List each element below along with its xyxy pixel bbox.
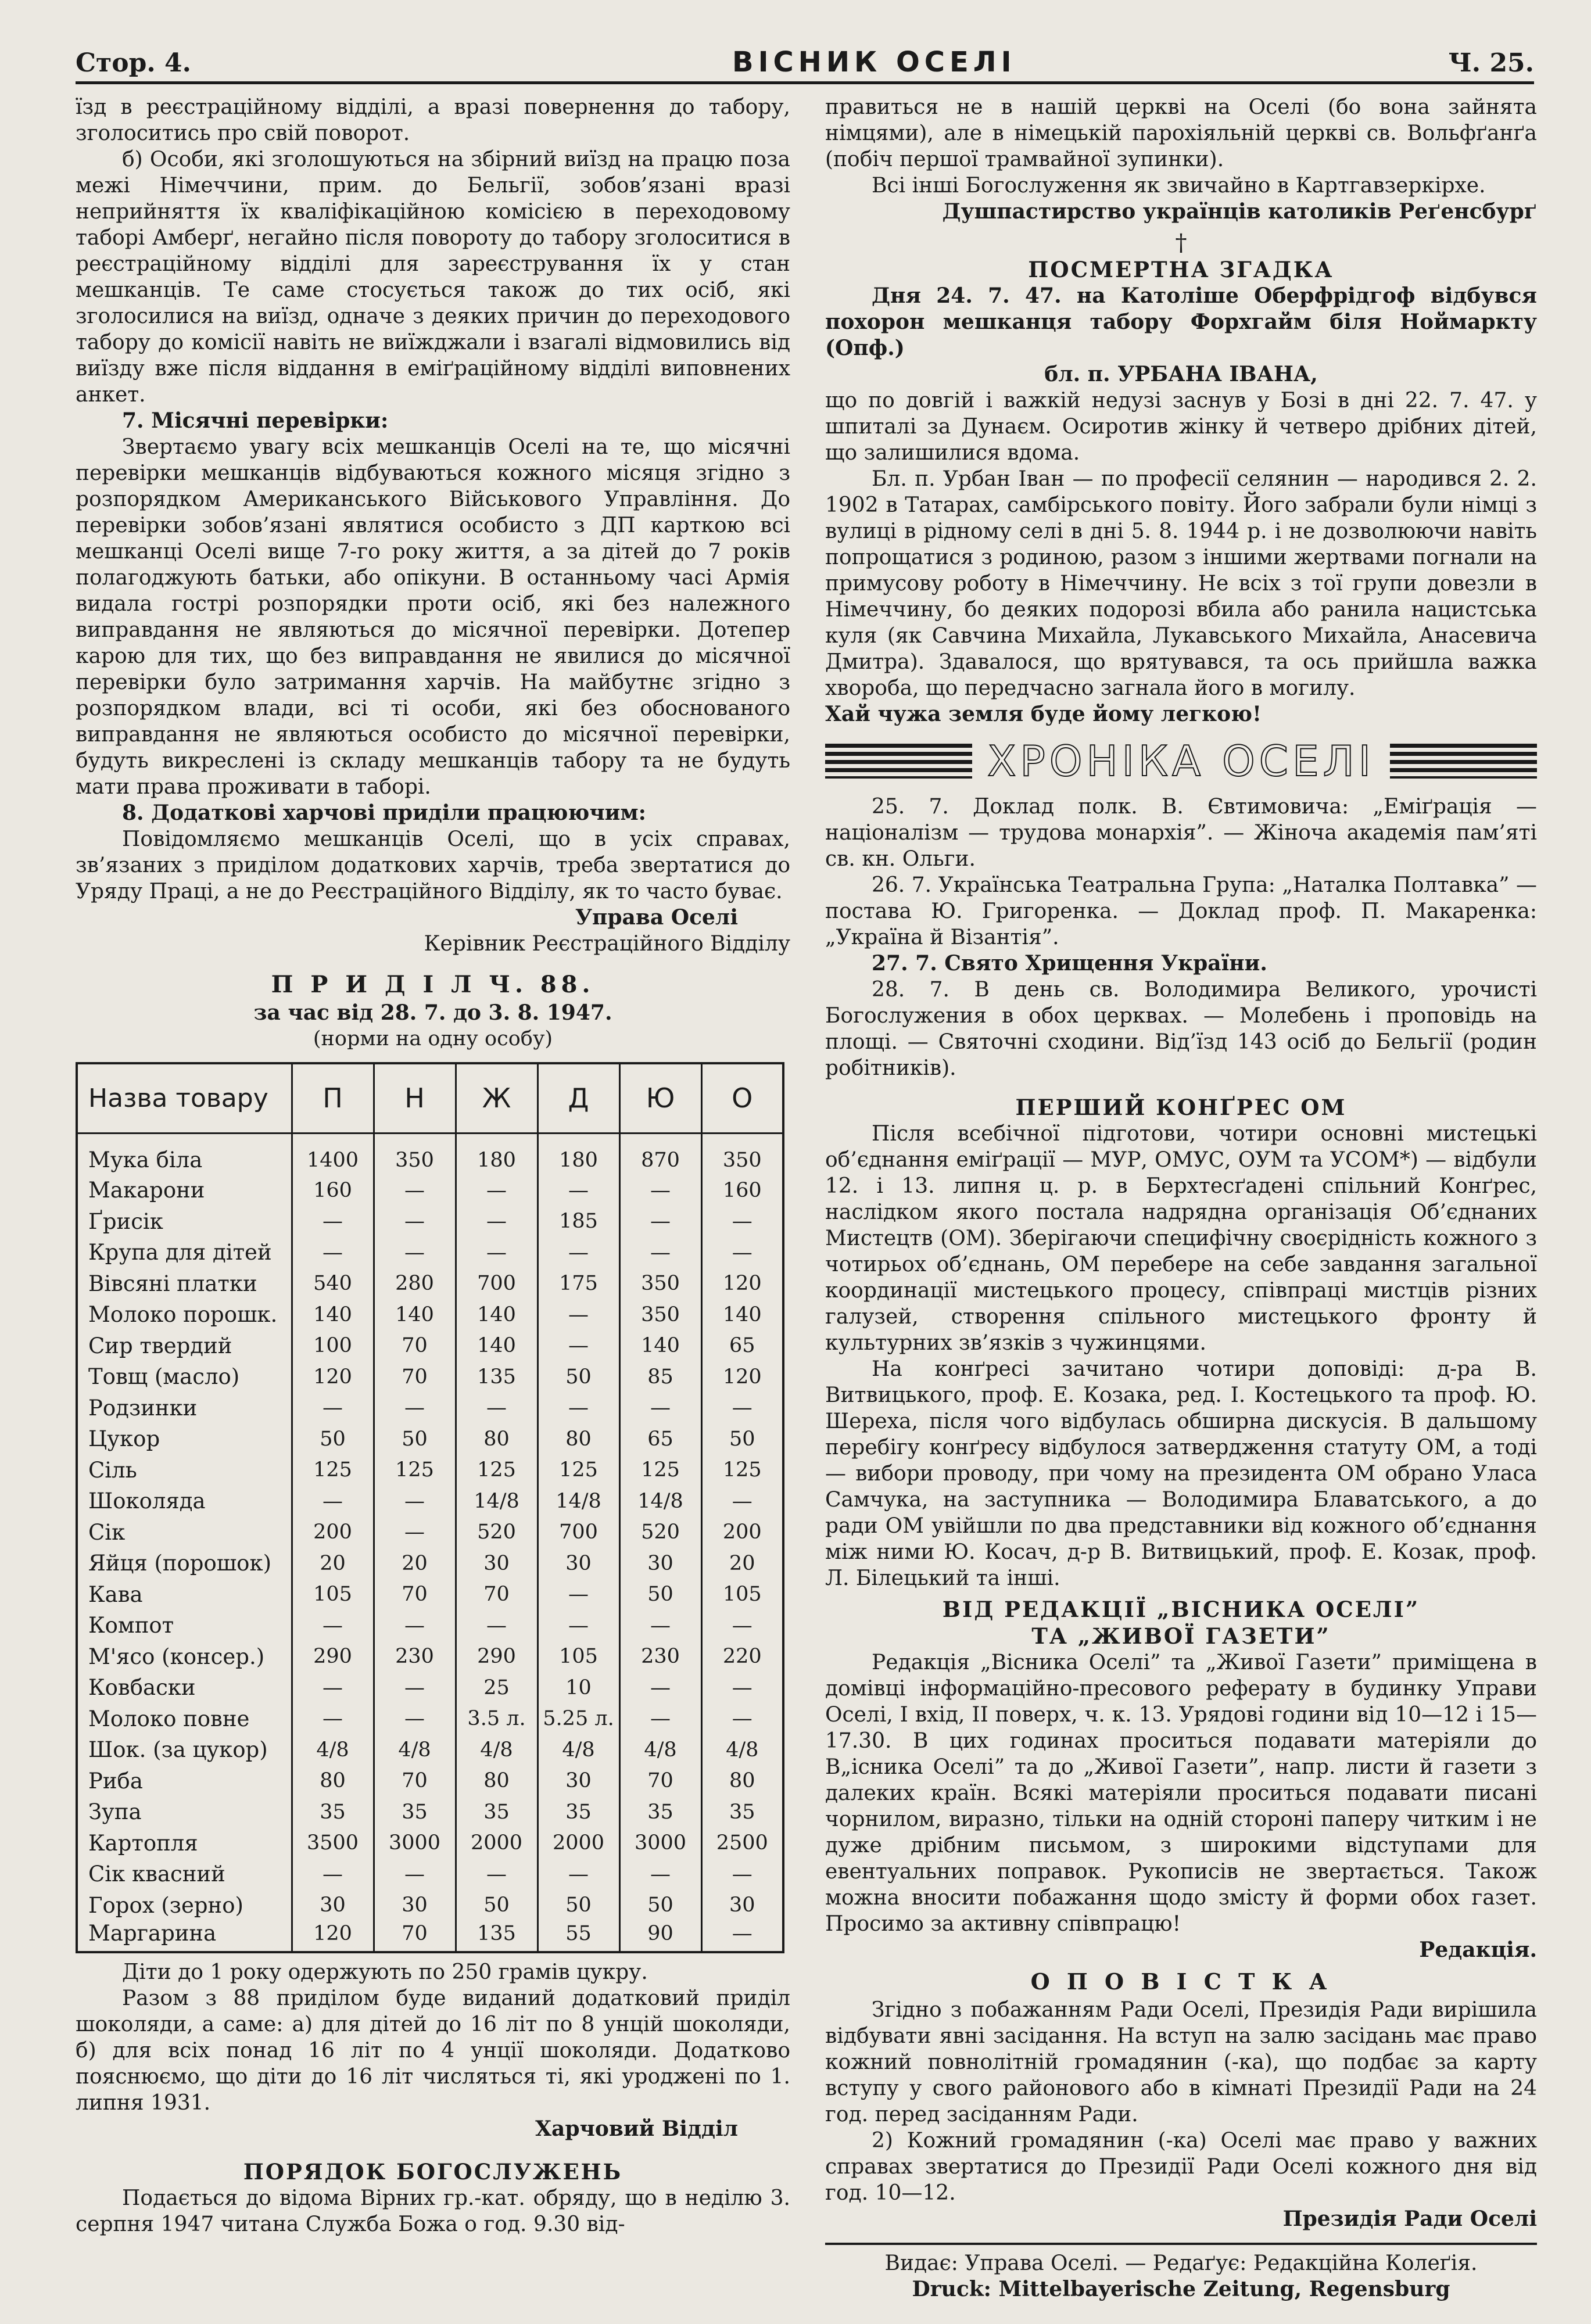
- product-name-cell: Шок. (за цукор): [77, 1734, 292, 1766]
- quantity-cell: 125: [292, 1455, 374, 1486]
- ration-table: [76, 1062, 784, 1953]
- quantity-cell: 100: [292, 1330, 374, 1362]
- quantity-cell: 70: [374, 1361, 456, 1393]
- quantity-cell: 700: [538, 1517, 619, 1548]
- article-paragraph: Редакція „Вісника Оселі” та „Живої Газети” приміщена в домівці інформаційно-пресового реферату в будинку Управи Оселі, I вхід, II поверх, ч. к. 13. Урядові години від 10—12 і 15—17.30. В цих годинах проситься подавати матеріяли до В„існика Оселі” та до „Живої Газети”, напр. листи й газети з далеких країн. Всякі матеріяли проситься подавати писані чорнилом, виразно, тільки на одній стороні паперу читким і не дуже дрібним письмом, з широкими відступами для евентуальних поправок. Рукописів не звертається. Також можна вносити побажання щодо змісту й форми обох газет. Просимо за активну співпрацю!: [825, 1651, 1537, 1936]
- article-paragraph: Діти до 1 року одержують по 250 грамів цукру.: [122, 1960, 648, 1984]
- quantity-cell: 105: [292, 1579, 374, 1611]
- quantity-cell: 4/8: [701, 1734, 783, 1766]
- service-title: ПОРЯДОК БОГОСЛУЖЕНЬ: [243, 2158, 623, 2185]
- quantity-cell: —: [701, 1393, 783, 1424]
- column-header: Ж: [456, 1063, 538, 1133]
- quantity-cell: —: [374, 1206, 456, 1238]
- quantity-cell: —: [374, 1393, 456, 1424]
- quantity-cell: 140: [456, 1330, 538, 1362]
- ration-norm: (норми на одну особу): [313, 1027, 553, 1050]
- table-row: [77, 1859, 783, 1890]
- table-row: [77, 1175, 783, 1206]
- quantity-cell: 3500: [292, 1828, 374, 1859]
- quantity-cell: 140: [292, 1299, 374, 1330]
- quantity-cell: 70: [619, 1766, 701, 1797]
- signature: Управа Оселі: [575, 905, 738, 930]
- obituary-title: ПОСМЕРТНА ЗГАДКА: [1028, 257, 1334, 282]
- chronicle-banner: [825, 737, 1537, 786]
- article-paragraph: На конґресі зачитано чотири доповіді: д-ра В. Витвицького, проф. Е. Козака, ред. І. Костецького та проф. Ю. Шереха, після чого відбулась обширна дискусія. В дальшому перебігу конґресу відбулося затвердження статуту ОМ, а тоді — вибори проводу, при чому на президента ОМ обрано Уласа Самчука, на заступника — Володимира Блаватського, а до ради ОМ увійшли по два представники від кожного об’єднання між ними Ю. Косач, д-р В. Витвицький, проф. Е. Козак, проф. Л. Білецький та інші.: [825, 1357, 1537, 1590]
- table-row: [77, 1641, 783, 1673]
- article-paragraph: Разом з 88 приділом буде виданий додатковий приділ шоколяди, а саме: а) для дітей до 16 літ по 8 унцій шоколяди, б) для всіх понад 16 літ по 4 унції шоколяди. Додатково пояснюємо, що діти до 16 літ числяться ті, які уроджені по 1. липня 1931.: [76, 1986, 790, 2115]
- quantity-cell: 870: [619, 1133, 701, 1175]
- quantity-cell: —: [456, 1859, 538, 1890]
- quantity-cell: 14/8: [619, 1486, 701, 1517]
- chronicle-entry: 28. 7. В день св. Володимира Великого, урочисті Богослужения в обох церквах. — Молебень і проповідь на площі. — Святочні сходини. Від’їзд 143 осіб до Бельгії (родин робітників).: [825, 978, 1537, 1080]
- quantity-cell: 185: [538, 1206, 619, 1238]
- quantity-cell: 35: [456, 1796, 538, 1828]
- article-paragraph: Всі інші Богослуження як звичайно в Картгавзеркірхе.: [872, 174, 1486, 198]
- quantity-cell: 2000: [456, 1828, 538, 1859]
- product-name-cell: Яйця (порошок): [77, 1548, 292, 1579]
- table-row: [77, 1133, 783, 1175]
- quantity-cell: 80: [456, 1423, 538, 1455]
- quantity-cell: 3.5 л.: [456, 1703, 538, 1735]
- chronicle-title: ХРОНІКА ОСЕЛІ: [987, 737, 1375, 786]
- quantity-cell: 120: [701, 1361, 783, 1393]
- quantity-cell: —: [619, 1610, 701, 1641]
- quantity-cell: 3000: [619, 1828, 701, 1859]
- product-name-cell: Зупа: [77, 1796, 292, 1828]
- quantity-cell: 30: [456, 1548, 538, 1579]
- quantity-cell: 35: [538, 1796, 619, 1828]
- quantity-cell: —: [538, 1859, 619, 1890]
- product-name-cell: Горох (зерно): [77, 1890, 292, 1921]
- quantity-cell: 140: [456, 1299, 538, 1330]
- quantity-cell: 65: [701, 1330, 783, 1362]
- table-row: [77, 1361, 783, 1393]
- quantity-cell: 540: [292, 1268, 374, 1300]
- product-name-cell: Крупа для дітей: [77, 1237, 292, 1268]
- quantity-cell: —: [538, 1237, 619, 1268]
- quantity-cell: —: [456, 1206, 538, 1238]
- quantity-cell: 80: [538, 1423, 619, 1455]
- quantity-cell: —: [456, 1393, 538, 1424]
- quantity-cell: —: [292, 1486, 374, 1517]
- quantity-cell: 180: [456, 1133, 538, 1175]
- quantity-cell: 4/8: [292, 1734, 374, 1766]
- product-name-cell: Ковбаски: [77, 1672, 292, 1703]
- quantity-cell: —: [292, 1703, 374, 1735]
- quantity-cell: 55: [538, 1921, 619, 1952]
- product-name-cell: Мука біла: [77, 1133, 292, 1175]
- congress-title: ПЕРШИЙ КОНҐРЕС ОМ: [1015, 1095, 1347, 1120]
- quantity-cell: —: [619, 1672, 701, 1703]
- quantity-cell: 125: [374, 1455, 456, 1486]
- quantity-cell: 80: [701, 1766, 783, 1797]
- quantity-cell: 220: [701, 1641, 783, 1673]
- quantity-cell: —: [292, 1859, 374, 1890]
- notice-title: О П О В І С Т К А: [1030, 1968, 1332, 1995]
- quantity-cell: —: [701, 1237, 783, 1268]
- quantity-cell: —: [538, 1610, 619, 1641]
- quantity-cell: —: [701, 1672, 783, 1703]
- ration-title: П Р И Д І Л Ч. 88.: [271, 971, 595, 998]
- chronicle-entry: 25. 7. Доклад полк. В. Євтимовича: „Еміґрація — націоналізм — трудова монархія”. — Жіноча академія пам’яті св. кн. Ольги.: [825, 795, 1537, 871]
- product-name-cell: Картопля: [77, 1828, 292, 1859]
- article-paragraph: Дня 24. 7. 47. на Католіше Оберфрідгоф відбувся похорон мешканця табору Форхгайм біля Ноймаркту (Опф.): [825, 284, 1537, 360]
- page-number: Стор. 4.: [76, 48, 191, 78]
- table-row: [77, 1734, 783, 1766]
- quantity-cell: 125: [619, 1455, 701, 1486]
- quantity-cell: 65: [619, 1423, 701, 1455]
- table-row: [77, 1393, 783, 1424]
- product-name-cell: Цукор: [77, 1423, 292, 1455]
- quantity-cell: 50: [701, 1423, 783, 1455]
- quantity-cell: —: [374, 1486, 456, 1517]
- quantity-cell: —: [292, 1393, 374, 1424]
- table-row: [77, 1299, 783, 1330]
- quantity-cell: 200: [701, 1517, 783, 1548]
- quantity-cell: 30: [619, 1548, 701, 1579]
- quantity-cell: 700: [456, 1268, 538, 1300]
- product-name-cell: Шоколяда: [77, 1486, 292, 1517]
- article-paragraph: Повідомляємо мешканців Оселі, що в усіх справах, зв’язаних з приділом додаткових харчів, треба звертатися до Уряду Праці, а не до Реєстраційного Відділу, як то часто буває.: [76, 827, 790, 903]
- quantity-cell: 230: [374, 1641, 456, 1673]
- quantity-cell: 50: [619, 1579, 701, 1611]
- column-header: П: [292, 1063, 374, 1133]
- section-heading: 8. Додаткові харчові приділи працюючим:: [122, 801, 646, 825]
- quantity-cell: 280: [374, 1268, 456, 1300]
- table-row: [77, 1921, 783, 1952]
- column-header: Ю: [619, 1063, 701, 1133]
- quantity-cell: —: [374, 1517, 456, 1548]
- article-paragraph: Подається до відома Вірних гр.-кат. обряду, що в неділю 3. серпня 1947 читана Служба Божа о год. 9.30 від-: [76, 2186, 790, 2236]
- quantity-cell: 14/8: [538, 1486, 619, 1517]
- product-name-cell: Родзинки: [77, 1393, 292, 1424]
- quantity-cell: —: [374, 1610, 456, 1641]
- table-row: [77, 1268, 783, 1300]
- quantity-cell: —: [701, 1921, 783, 1952]
- quantity-cell: 125: [538, 1455, 619, 1486]
- quantity-cell: 125: [701, 1455, 783, 1486]
- quantity-cell: —: [619, 1237, 701, 1268]
- quantity-cell: 30: [292, 1890, 374, 1921]
- quantity-cell: 5.25 л.: [538, 1703, 619, 1735]
- quantity-cell: 125: [456, 1455, 538, 1486]
- table-row: [77, 1579, 783, 1611]
- quantity-cell: 160: [292, 1175, 374, 1206]
- decorative-stripes: [1390, 744, 1537, 779]
- quantity-cell: 30: [374, 1890, 456, 1921]
- quantity-cell: 80: [292, 1766, 374, 1797]
- product-name-cell: Ґрисік: [77, 1206, 292, 1238]
- table-header-row: [77, 1063, 783, 1133]
- quantity-cell: —: [538, 1175, 619, 1206]
- product-name-cell: Сіль: [77, 1455, 292, 1486]
- imprint-printer: Druck: Mittelbayerische Zeitung, Regensburg: [912, 2277, 1450, 2301]
- quantity-cell: 50: [619, 1890, 701, 1921]
- quantity-cell: 70: [374, 1330, 456, 1362]
- quantity-cell: 140: [701, 1299, 783, 1330]
- quantity-cell: —: [374, 1175, 456, 1206]
- signature: Харчовий Відділ: [535, 2116, 738, 2141]
- paper-title: ВІСНИК ОСЕЛІ: [732, 46, 1016, 78]
- issue-number: Ч. 25.: [1448, 48, 1534, 78]
- column-header: О: [701, 1063, 783, 1133]
- quantity-cell: 70: [456, 1579, 538, 1611]
- table-row: [77, 1610, 783, 1641]
- quantity-cell: 20: [292, 1548, 374, 1579]
- right-column: [825, 94, 1537, 2302]
- table-row: [77, 1330, 783, 1362]
- quantity-cell: 200: [292, 1517, 374, 1548]
- quantity-cell: 25: [456, 1672, 538, 1703]
- quantity-cell: —: [456, 1175, 538, 1206]
- decorative-stripes: [825, 744, 972, 779]
- product-name-cell: Маргарина: [77, 1921, 292, 1952]
- quantity-cell: —: [456, 1237, 538, 1268]
- quantity-cell: 350: [619, 1268, 701, 1300]
- signature: Керівник Реєстраційного Відділу: [424, 932, 790, 956]
- quantity-cell: —: [701, 1206, 783, 1238]
- quantity-cell: 120: [292, 1921, 374, 1952]
- quantity-cell: —: [701, 1859, 783, 1890]
- product-name-cell: Сир твердий: [77, 1330, 292, 1362]
- quantity-cell: 70: [374, 1579, 456, 1611]
- quantity-cell: 50: [292, 1423, 374, 1455]
- column-header-name: Назва товару: [77, 1063, 292, 1133]
- quantity-cell: 350: [374, 1133, 456, 1175]
- table-row: [77, 1237, 783, 1268]
- quantity-cell: 120: [292, 1361, 374, 1393]
- quantity-cell: 4/8: [374, 1734, 456, 1766]
- quantity-cell: —: [619, 1206, 701, 1238]
- column-header: Н: [374, 1063, 456, 1133]
- quantity-cell: 520: [619, 1517, 701, 1548]
- chronicle-entry: 27. 7. Свято Хрищення України.: [872, 951, 1267, 975]
- quantity-cell: —: [701, 1703, 783, 1735]
- quantity-cell: 35: [292, 1796, 374, 1828]
- table-row: [77, 1766, 783, 1797]
- left-column: [76, 94, 790, 2237]
- quantity-cell: 35: [701, 1796, 783, 1828]
- ration-period: за час від 28. 7. до 3. 8. 1947.: [253, 1000, 612, 1025]
- product-name-cell: Вівсяні платки: [77, 1268, 292, 1300]
- quantity-cell: 230: [619, 1641, 701, 1673]
- product-name-cell: Сік: [77, 1517, 292, 1548]
- quantity-cell: 50: [456, 1890, 538, 1921]
- quantity-cell: 520: [456, 1517, 538, 1548]
- table-row: [77, 1828, 783, 1859]
- quantity-cell: 70: [374, 1766, 456, 1797]
- quantity-cell: 30: [538, 1766, 619, 1797]
- quantity-cell: 70: [374, 1921, 456, 1952]
- quantity-cell: —: [538, 1299, 619, 1330]
- page-header: [76, 44, 1534, 84]
- quantity-cell: 85: [619, 1361, 701, 1393]
- editor-title: ВІД РЕДАКЦІЇ „ВІСНИКА ОСЕЛІ”: [942, 1597, 1420, 1622]
- table-row: [77, 1455, 783, 1486]
- quantity-cell: 105: [538, 1641, 619, 1673]
- quantity-cell: —: [538, 1330, 619, 1362]
- quantity-cell: —: [701, 1610, 783, 1641]
- quantity-cell: 105: [701, 1579, 783, 1611]
- quantity-cell: 290: [456, 1641, 538, 1673]
- quantity-cell: —: [374, 1237, 456, 1268]
- article-paragraph: їзд в реєстраційному відділі, а вразі повернення до табору, зголоситись про свій поворот.: [76, 95, 790, 145]
- quantity-cell: 30: [701, 1890, 783, 1921]
- signature: Душпастирство українців католиків Реґенсбурґ: [942, 199, 1537, 224]
- quantity-cell: 3000: [374, 1828, 456, 1859]
- quantity-cell: 20: [701, 1548, 783, 1579]
- quantity-cell: —: [701, 1486, 783, 1517]
- quantity-cell: 20: [374, 1548, 456, 1579]
- quantity-cell: 35: [619, 1796, 701, 1828]
- table-row: [77, 1206, 783, 1238]
- article-paragraph: 2) Кожний громадянин (-ка) Оселі має право у важних справах звертатися до Президії Ради Оселі кожного дня від год. 10—12.: [825, 2129, 1537, 2205]
- quantity-cell: 50: [538, 1890, 619, 1921]
- quantity-cell: 290: [292, 1641, 374, 1673]
- table-row: [77, 1486, 783, 1517]
- table-row: [77, 1890, 783, 1921]
- article-paragraph: що по довгій і важкій недузі заснув у Бозі в дні 22. 7. 47. у шпиталі за Дунаєм. Осиротив жінку й четверо дрібних дітей, що залишилися вдома.: [825, 389, 1537, 465]
- quantity-cell: —: [292, 1672, 374, 1703]
- quantity-cell: 10: [538, 1672, 619, 1703]
- article-paragraph: Після всебічної підготови, чотири основні мистецькі об’єднання еміґрації — МУР, ОМУС, ОУМ та УСОМ*) — відбули 12. і 13. липня ц. р. в Берхтесґадені спільний Конґрес, наслідком якого постала надрядна організація Об’єднаних Мистецтв (ОМ). Зберігаючи специфічну своєрідність кожного з чотирьох об’єднань, ОМ перебере на себе завдання загальної координації мистецького процесу, співпраці мистців різних галузей, створення спільного мистецького фронту й культурних зв’язків з чужинцями.: [825, 1122, 1537, 1355]
- quantity-cell: 350: [619, 1299, 701, 1330]
- quantity-cell: —: [374, 1672, 456, 1703]
- quantity-cell: 135: [456, 1361, 538, 1393]
- quantity-cell: 35: [374, 1796, 456, 1828]
- quantity-cell: —: [456, 1610, 538, 1641]
- editor-title: ТА „ЖИВОЇ ГАЗЕТИ”: [1031, 1623, 1331, 1649]
- quantity-cell: 50: [374, 1423, 456, 1455]
- quantity-cell: 4/8: [456, 1734, 538, 1766]
- chronicle-entry: 26. 7. Українська Театральна Група: „Наталка Полтавка” — постава Ю. Григоренка. — Доклад проф. П. Макаренка: „Україна й Візантія”.: [825, 873, 1537, 949]
- quantity-cell: —: [374, 1703, 456, 1735]
- quantity-cell: 4/8: [619, 1734, 701, 1766]
- quantity-cell: 2500: [701, 1828, 783, 1859]
- quantity-cell: 90: [619, 1921, 701, 1952]
- quantity-cell: 350: [701, 1133, 783, 1175]
- table-row: [77, 1672, 783, 1703]
- ration-section: [76, 970, 790, 1953]
- quantity-cell: —: [619, 1859, 701, 1890]
- quantity-cell: 140: [374, 1299, 456, 1330]
- article-paragraph: б) Особи, які зголошуються на збірний виїзд на працю поза межі Німеччини, прим. до Бельгії, зобов’язані вразі неприйняття їх кваліфікаційною комісією в переходовому таборі Амберґ, негайно після повороту до табору зголоситися в реєстраційному відділі для зареєстрування їх у стан мешканців. Те саме стосується також до тих осіб, які зголосилися на виїзд, одначе з деяких причин до переходового табору до комісії навіть не виїжджали і взагалі відмовились від виїзду вже після віддання в еміґраційному відділі виповнених анкет.: [76, 148, 790, 407]
- quantity-cell: 14/8: [456, 1486, 538, 1517]
- footer-divider: [825, 2243, 1537, 2245]
- quantity-cell: 50: [538, 1361, 619, 1393]
- imprint-publisher: Видає: Управа Оселі. — Редаґує: Редакційна Колеґія.: [884, 2251, 1478, 2275]
- signature: Президія Ради Оселі: [1282, 2207, 1537, 2231]
- article-paragraph: Згідно з побажанням Ради Оселі, Президія Ради вирішила відбувати явні засідання. На вступ на залю засідань має право кожний повнолітній громадянин (-ка), що подбає за карту вступу у свого районового або в кімнаті Президії Ради на 24 год. перед засіданням Ради.: [825, 1998, 1537, 2126]
- table-row: [77, 1423, 783, 1455]
- article-paragraph: Звертаємо увагу всіх мешканців Оселі на те, що місячні перевірки мешканців відбуваються кожного місяця згідно з розпорядком Американського Військового Управління. До перевірки зобов’язані являтися особисто з ДП карткою всі мешканці Оселі вище 7-го року життя, а за дітей до 7 років полагоджують батьки, або опікуни. В останньому часі Армія видала гострі розпорядки проти осіб, які без належного виправдання не являються до місячної перевірки. Дотепер карою для тих, що без виправдання не явилися до місячної перевірки було затримання харчів. На майбутнє згідно з розпорядком влади, всі ті особи, які без обоснованого виправдання не являються особисто до місячної перевірки, будуть викреслені із складу мешканців табору та не будуть мати права проживати в таборі.: [76, 435, 790, 799]
- quantity-cell: 120: [701, 1268, 783, 1300]
- quantity-cell: —: [292, 1237, 374, 1268]
- table-row: [77, 1517, 783, 1548]
- product-name-cell: Риба: [77, 1766, 292, 1797]
- quantity-cell: 180: [538, 1133, 619, 1175]
- product-name-cell: Молоко порошк.: [77, 1299, 292, 1330]
- quantity-cell: 1400: [292, 1133, 374, 1175]
- article-paragraph: Бл. п. Урбан Іван — по професії селянин — народився 2. 2. 1902 в Татарах, самбірського повіту. Його забрали були німці з вулиці в рідному селі в дні 5. 8. 1944 р. і не дозволюючи навіть попрощатися з родиною, разом з іншими жертвами погнали на примусову роботу в Німеччину. Не всіх з тої групи довезли в Німеччину, бо деяких подорозі вбила або ранила нацистська куля (як Савчина Михайла, Лукавського Михайла, Анасевича Дмитра). Здавалося, що врятувався, та ось прийшла важка хвороба, що передчасно загнала його в могилу.: [825, 467, 1537, 700]
- quantity-cell: —: [619, 1393, 701, 1424]
- obituary-name: бл. п. УРБАНА ІВАНА,: [1044, 362, 1318, 386]
- quantity-cell: —: [619, 1703, 701, 1735]
- table-row: [77, 1703, 783, 1735]
- quantity-cell: 175: [538, 1268, 619, 1300]
- signature: Редакція.: [1419, 1938, 1537, 1962]
- section-heading: 7. Місячні перевірки:: [122, 408, 389, 433]
- article-paragraph: Хай чужа земля буде йому легкою!: [825, 702, 1262, 726]
- quantity-cell: 2000: [538, 1828, 619, 1859]
- product-name-cell: Сік квасний: [77, 1859, 292, 1890]
- quantity-cell: —: [292, 1206, 374, 1238]
- product-name-cell: М'ясо (консер.): [77, 1641, 292, 1673]
- product-name-cell: Компот: [77, 1610, 292, 1641]
- product-name-cell: Макарони: [77, 1175, 292, 1206]
- cross-icon: †: [1175, 229, 1187, 256]
- quantity-cell: —: [619, 1175, 701, 1206]
- quantity-cell: 30: [538, 1548, 619, 1579]
- product-name-cell: Молоко повне: [77, 1703, 292, 1735]
- table-row: [77, 1796, 783, 1828]
- quantity-cell: —: [292, 1610, 374, 1641]
- quantity-cell: 80: [456, 1766, 538, 1797]
- quantity-cell: 135: [456, 1921, 538, 1952]
- product-name-cell: Кава: [77, 1579, 292, 1611]
- product-name-cell: Товщ (масло): [77, 1361, 292, 1393]
- article-paragraph: правиться не в нашій церкві на Оселі (бо вона зайнята німцями), але в німецькій парохіяльній церкві св. Вольфґанґа (побіч першої трамвайної зупинки).: [825, 95, 1537, 171]
- quantity-cell: —: [538, 1393, 619, 1424]
- quantity-cell: 160: [701, 1175, 783, 1206]
- quantity-cell: 140: [619, 1330, 701, 1362]
- quantity-cell: —: [374, 1859, 456, 1890]
- quantity-cell: 4/8: [538, 1734, 619, 1766]
- table-row: [77, 1548, 783, 1579]
- quantity-cell: —: [538, 1579, 619, 1611]
- column-header: Д: [538, 1063, 619, 1133]
